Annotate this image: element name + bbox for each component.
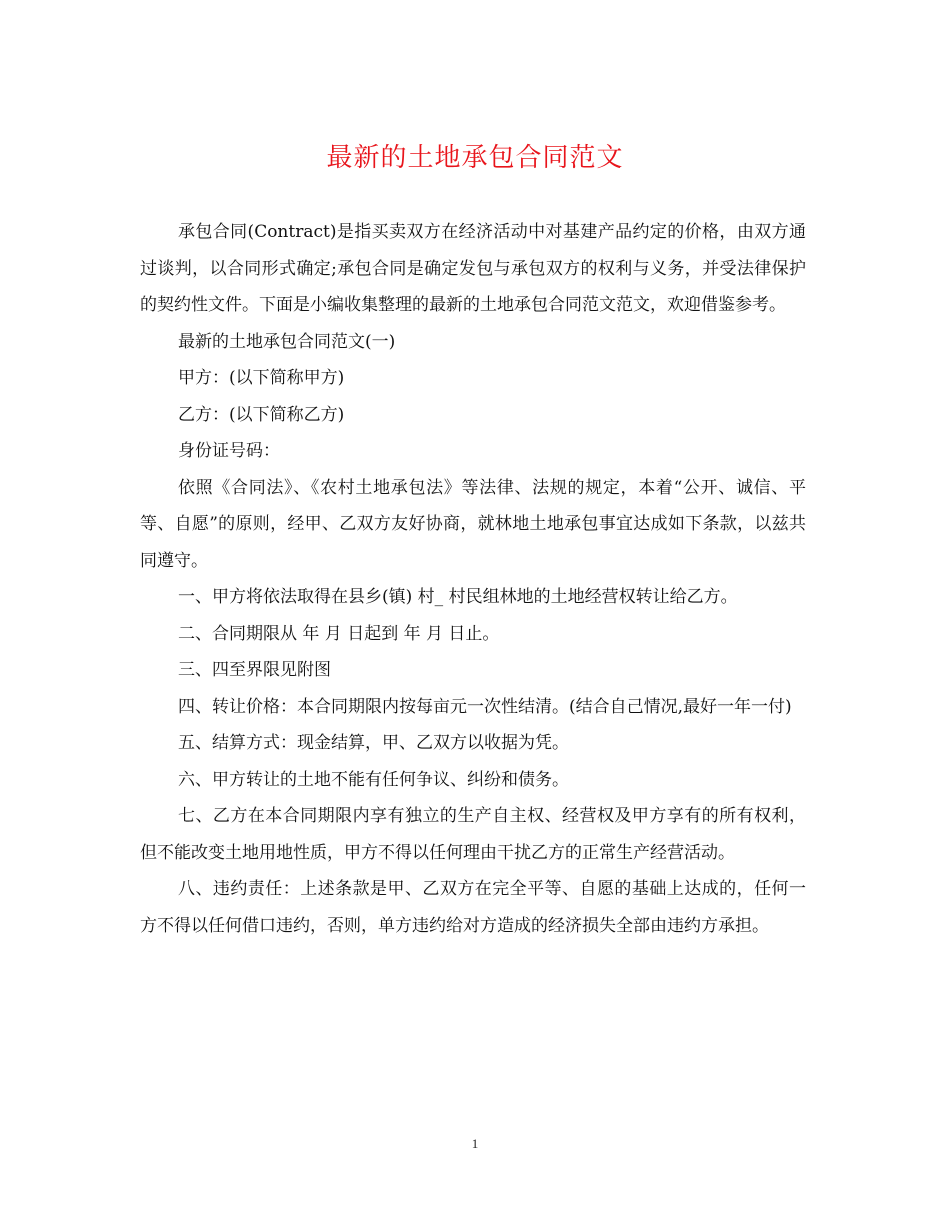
- paragraph-clause-8: 八、违约责任：上述条款是甲、乙双方在完全平等、自愿的基础上达成的，任何一方不得以任何借口违约，否则，单方违约给对方造成的经济损失全部由违约方承担。: [140, 879, 806, 936]
- paragraph-clause-7: 七、乙方在本合同期限内享有独立的生产自主权、经营权及甲方享有的所有权利，但不能改变土地用地性质，甲方不得以任何理由干扰乙方的正常生产经营活动。: [140, 806, 806, 863]
- paragraph-party-a: 甲方：(以下简称甲方): [178, 368, 345, 388]
- paragraph-clause-1: 一、甲方将依法取得在县乡(镇) 村_ 村民组林地的土地经营权转让给乙方。: [178, 587, 738, 607]
- paragraph-clause-6: 六、甲方转让的土地不能有任何争议、纠纷和债务。: [178, 769, 569, 790]
- paragraph-section-heading: 最新的土地承包合同范文(一): [178, 331, 396, 352]
- paragraph-clause-5: 五、结算方式：现金结算，甲、乙双方以收据为凭。: [178, 733, 569, 753]
- paragraph-id-number: 身份证号码：: [178, 441, 280, 461]
- paragraph-intro: 承包合同(Contract)是指买卖双方在经济活动中对基建产品约定的价格，由双方通过谈判，以合同形式确定;承包合同是确定发包与承包双方的权利与义务，并受法律保护的契约性文件。下面是小编收集整理的最新的土地承包合同范文范文，欢迎借鉴参考。: [140, 222, 806, 315]
- document-body: [140, 214, 806, 944]
- paragraph-clause-4: 四、转让价格：本合同期限内按每亩元一次性结清。(结合自己情况,最好一年一付): [178, 696, 792, 717]
- paragraph-clause-2: 二、合同期限从 年 月 日起到 年 月 日止。: [178, 623, 500, 644]
- paragraph-party-b: 乙方：(以下简称乙方): [178, 404, 345, 425]
- document-title: 最新的土地承包合同范文: [326, 143, 624, 173]
- paragraph-legal-basis: 依照《合同法》、《农村土地承包法》等法律、法规的规定，本着“公开、诚信、平等、自愿”的原则，经甲、乙双方友好协商，就林地土地承包事宜达成如下条款，以兹共同遵守。: [140, 477, 806, 571]
- page-number: 1: [471, 1136, 479, 1151]
- paragraph-clause-3: 三、四至界限见附图: [178, 660, 331, 680]
